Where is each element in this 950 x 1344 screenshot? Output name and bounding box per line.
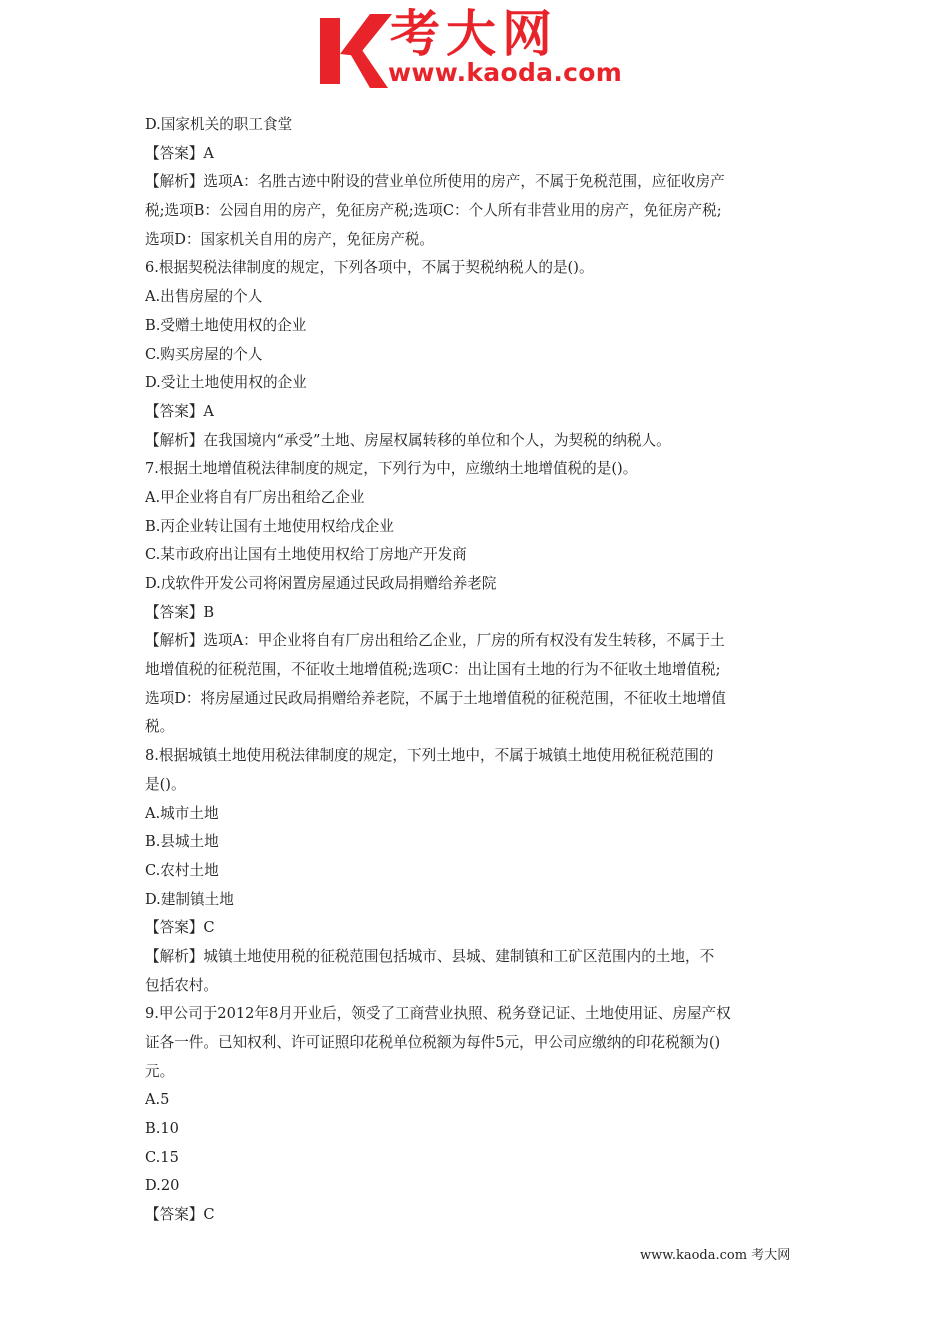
text-line: 8.根据城镇土地使用税法律制度的规定，下列土地中，不属于城镇土地使用税征税范围的 (145, 747, 714, 765)
text-line: D.受让土地使用权的企业 (145, 374, 307, 392)
text-line: 地增值税的征税范围，不征收土地增值税;选项C：出让国有土地的行为不征收土地增值税; (145, 661, 721, 679)
text-line: D.建制镇土地 (145, 890, 234, 908)
text-line: 6.根据契税法律制度的规定，下列各项中，不属于契税纳税人的是()。 (145, 259, 594, 277)
text-line: B.县城土地 (145, 833, 219, 851)
text-line: 元。 (145, 1062, 175, 1080)
text-line: 税。 (145, 718, 175, 736)
text-line: B.受赠土地使用权的企业 (145, 316, 307, 334)
text-line: 税;选项B：公园自用的房产，免征房产税;选项C：个人所有非营业用的房产，免征房产税; (145, 202, 722, 220)
text-line: D.戊软件开发公司将闲置房屋通过民政局捐赠给养老院 (145, 575, 497, 592)
text-line: A.出售房屋的个人 (145, 288, 263, 306)
text-line: 【答案】B (145, 603, 215, 621)
text-line: 【解析】选项A：名胜古迹中附设的营业单位所使用的房产，不属于免税范围，应征收房产 (145, 173, 725, 191)
text-line: A.5 (145, 1091, 170, 1109)
text-line: C.某市政府出让国有土地使用权给丁房地产开发商 (145, 546, 467, 564)
text-line: 包括农村。 (145, 976, 218, 994)
text-line: 【答案】C (145, 919, 215, 937)
text-line: C.农村土地 (145, 861, 219, 879)
logo-url-text: www.kaoda.com (388, 58, 623, 87)
text-line: 【答案】A (145, 144, 214, 162)
text-line: B.10 (145, 1120, 179, 1138)
text-line: C.15 (145, 1148, 179, 1166)
text-line: 证各一件。已知权利、许可证照印花税单位税额为每件5元，甲公司应缴纳的印花税额为() (145, 1034, 721, 1051)
text-line: C.购买房屋的个人 (145, 345, 263, 363)
text-line: 9.甲公司于2012年8月开业后，领受了工商营业执照、税务登记证、土地使用证、房屋产权 (145, 1005, 731, 1023)
k-logo-icon (318, 10, 394, 90)
text-line: 7.根据土地增值税法律制度的规定，下列行为中，应缴纳土地增值税的是()。 (145, 460, 638, 478)
text-line: 【解析】在我国境内“承受”土地、房屋权属转移的单位和个人，为契税的纳税人。 (145, 431, 671, 449)
text-line: 【答案】A (145, 402, 214, 420)
kaoda-logo (318, 6, 648, 92)
text-line: 选项D：将房屋通过民政局捐赠给养老院，不属于土地增值税的征税范围，不征收土地增值 (145, 689, 726, 707)
logo-chinese-text: 考大网 (390, 5, 558, 63)
text-line: D.20 (145, 1177, 180, 1195)
text-line: 是()。 (145, 775, 186, 793)
document-body (145, 111, 810, 1230)
text-line: 选项D：国家机关自用的房产，免征房产税。 (145, 230, 434, 248)
text-line: B.丙企业转让国有土地使用权给戊企业 (145, 517, 394, 535)
text-line: A.城市土地 (145, 804, 219, 822)
text-line: 【解析】城镇土地使用税的征税范围包括城市、县城、建制镇和工矿区范围内的土地，不 (145, 947, 715, 965)
text-line: 【答案】C (145, 1206, 215, 1224)
text-line: 【解析】选项A：甲企业将自有厂房出租给乙企业，厂房的所有权没有发生转移，不属于土 (145, 632, 725, 650)
text-line: A.甲企业将自有厂房出租给乙企业 (145, 488, 365, 506)
text-line: D.国家机关的职工食堂 (145, 116, 293, 133)
footer-text: www.kaoda.com 考大网 (640, 1248, 791, 1263)
